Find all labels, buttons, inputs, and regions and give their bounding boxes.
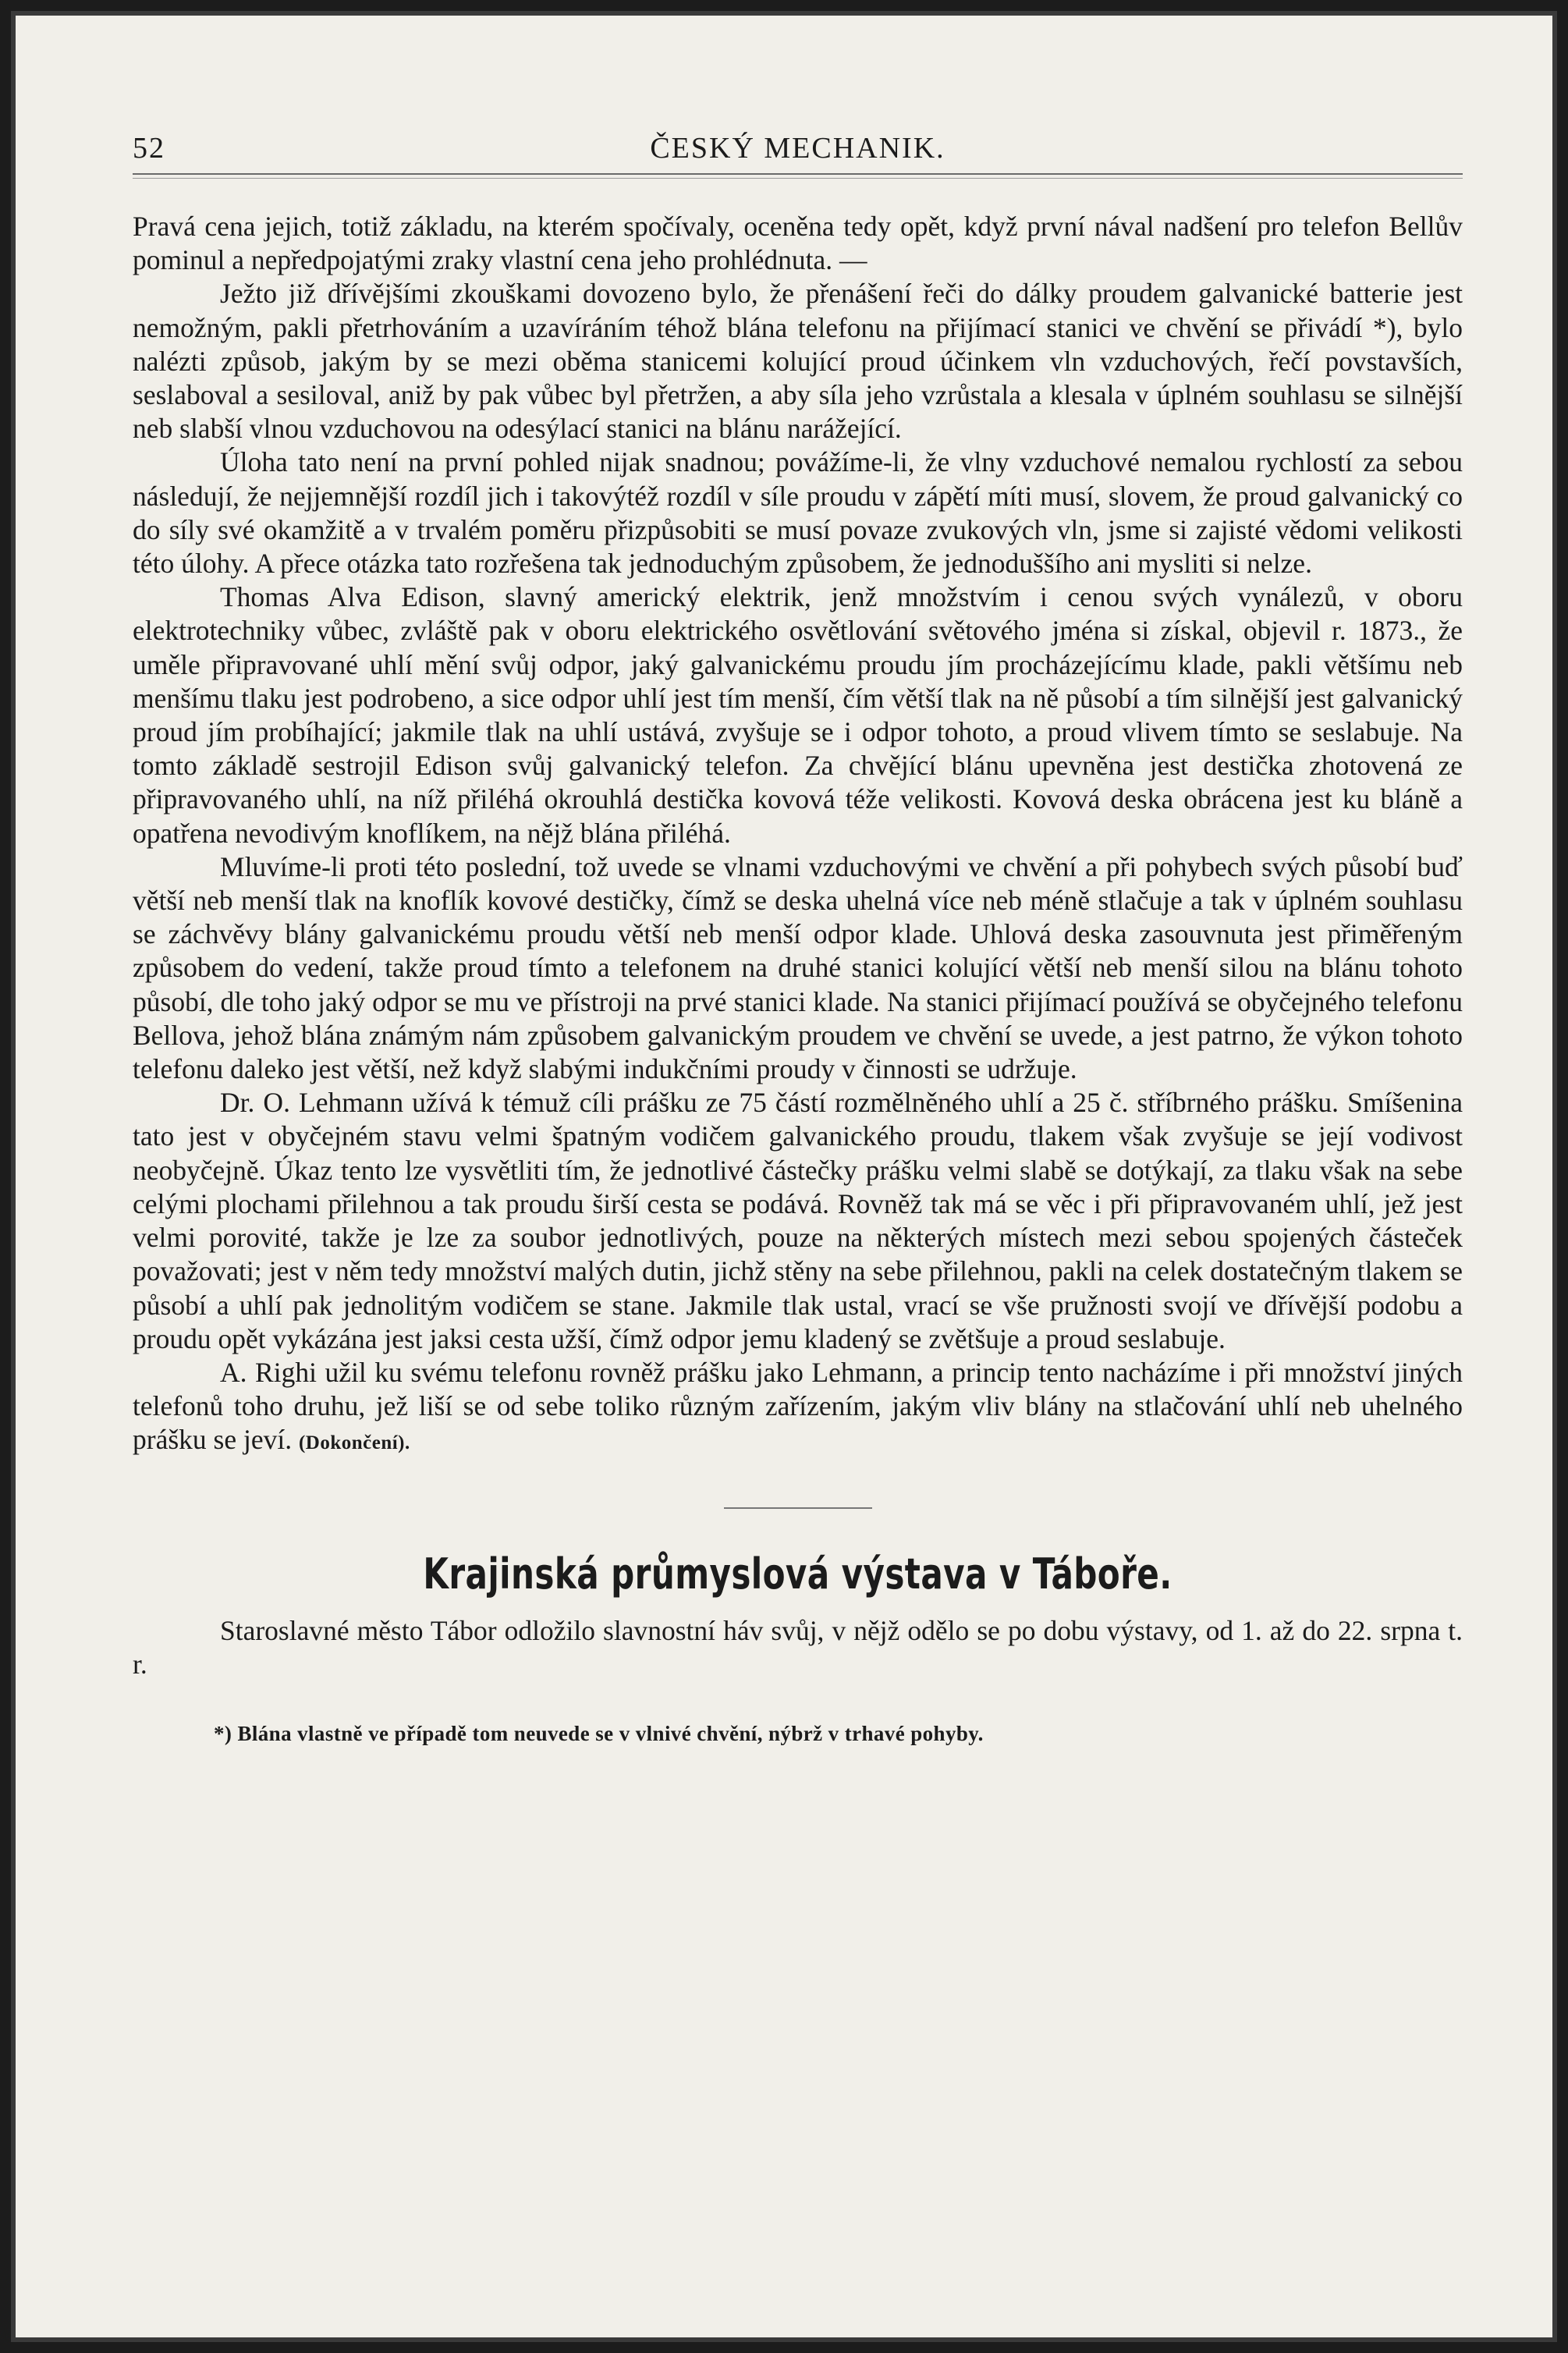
section-body: [133, 1614, 1463, 1681]
footnote: *) Blána vlastně ve případě tom neuvede se v vlnivé chvění, nýbrž v trhavé pohyby.: [214, 1721, 984, 1745]
page-content: [133, 117, 1463, 1746]
running-title: ČESKÝ MECHANIK.: [650, 132, 945, 165]
paragraph: Dr. O. Lehmann užívá k témuž cíli prášku ze 75 částí rozmělněného uhlí a 25 č. stříbrného prášku. Smíšenina tato jest v obyčejném stavu velmi špatným vodičem galvanického proudu, tlakem však zvyšuje se její vodivost neobyčejně. Úkaz tento lze vysvětliti tím, že jednotlivé částečky prášku velmi slabě se dotýkají, za tlaku však na sebe celými plochami přilehnou a tak proudu širší cesta se podává. Rovněž tak má se věc i při připravovaném uhlí, jež jest velmi porovité, takže je lze za soubor jednotlivých, pouze na některých místech mezi sebou spojených částeček považovati; jest v něm tedy množství malých dutin, jichž stěny na sebe přilehnou, pakli na celek dostatečným tlakem se působí a uhlí pak jednolitým vodičem se stane. Jakmile tlak ustal, vrací se vše pružnosti svojí ve dřívější podobu a proudu opět vykázána jest jaksi cesta užší, čímž odpor jemu kladený se zvětšuje a proud seslabuje.: [133, 1087, 1463, 1354]
header-rule: [133, 173, 1463, 179]
page-header: [133, 117, 1463, 172]
continuation-note: (Dokončení).: [298, 1432, 410, 1454]
paragraph: Ježto již dřívějšími zkouškami dovozeno bylo, že přenášení řeči do dálky proudem galvanické batterie jest nemožným, pakli přetrhováním a uzavíráním téhož blána telefonu na přijímací stanici ve chvění se přivádí *), bylo nalézti způsob, jakým by se mezi oběma stanicemi kolující proud účinkem vln vzduchových, řečí povstavších, seslaboval a sesiloval, aniž by pak vůbec byl přetržen, a aby síla jeho vzrůstala a klesala v úplném souhlasu se silnější neb slabší vlnou vzduchovou na odesýlací stanici na blánu narážející.: [133, 278, 1463, 445]
section-heading: Krajinská průmyslová výstava v Táboře.: [423, 1549, 1172, 1599]
page-number: 52: [133, 132, 165, 165]
paragraph-text: A. Righi užil ku svému telefonu rovněž prášku jako Lehmann, a princip tento nacházíme i při množství jiných telefonů toho druhu, jež liší se od sebe toliko různým zařízením, jakým vliv blány na stlačování uhlí neb uhelného prášku se jeví.: [133, 1356, 1463, 1456]
paragraph: Staroslavné město Tábor odložilo slavnostní háv svůj, v nějž odělo se po dobu výstavy, od 1. až do 22. srpna t. r.: [133, 1614, 1463, 1680]
paragraph: Thomas Alva Edison, slavný americký elektrik, jenž množstvím i cenou svých vynálezů, v oboru elektrotechniky vůbec, zvláště pak v oboru elektrického osvětlování světového jména si získal, objevil r. 1873., že uměle připravované uhlí mění svůj odpor, jaký galvanickému proudu jím procházejícímu klade, pakli většímu neb menšímu tlaku jest podrobeno, a sice odpor uhlí jest tím menší, čím větší tlak na ně působí a tím silnější jest galvanický proud jím probíhající; jakmile tlak na uhlí ustává, zvyšuje se i odpor tohoto, a proud vlivem tímto se seslabuje. Na tomto základě sestrojil Edison svůj galvanický telefon. Za chvějící blánu upevněna jest destička zhotovená ze připravovaného uhlí, na níž přiléhá okrouhlá destička kovová téže velikosti. Kovová deska obrácena jest ku bláně a opatřena nevodivým knoflíkem, na nějž blána přiléhá.: [133, 581, 1463, 849]
paragraph-last: [133, 1356, 1463, 1460]
paragraph: Pravá cena jejich, totiž základu, na kterém spočívaly, oceněna tedy opět, když první nával nadšení pro telefon Bellův pominul a nepředpojatými zraky vlastní cena jeho prohlédnuta. —: [133, 211, 1463, 276]
section-divider: [724, 1507, 872, 1509]
paragraph: Mluvíme-li proti této poslední, tož uvede se vlnami vzduchovými ve chvění a při pohybech svých působí buď větší neb menší tlak na knoflík kovové destičky, čímž se deska uhelná více neb méně stlačuje a tak v úplném souhlasu se záchvěvy blány galvanickému proudu větší neb menší odpor klade. Uhlová deska zasouvnuta jest přiměřeným způsobem do vedení, takže proud tímto a telefonem na druhé stanici kolující větší neb menší silou na blánu tohoto působí, dle toho jaký odpor se mu ve přístroji na prvé stanici klade. Na stanici přijímací používá se obyčejného telefonu Bellova, jehož blána známým nám způsobem galvanickým proudem ve chvění se uvede, a jest patrno, že výkon tohoto telefonu daleko jest větší, než když slabými indukčními proudy v činnosti se udržuje.: [133, 850, 1463, 1085]
article-body: [133, 210, 1463, 1460]
paragraph: Úloha tato není na první pohled nijak snadnou; povážíme-li, že vlny vzduchové nemalou rychlostí za sebou následují, že nejjemnější rozdíl jich i takovýtéž rozdíl v síle proudu v zápětí míti musí, slovem, že proud galvanický co do síly své okamžitě a v trvalém poměru přizpůsobiti se musí povaze zvukových vln, jsme si zajisté vědomi velikosti této úlohy. A přece otázka tato rozřešena tak jednoduchým způsobem, že jednoduššího ani mysliti si nelze.: [133, 446, 1463, 580]
